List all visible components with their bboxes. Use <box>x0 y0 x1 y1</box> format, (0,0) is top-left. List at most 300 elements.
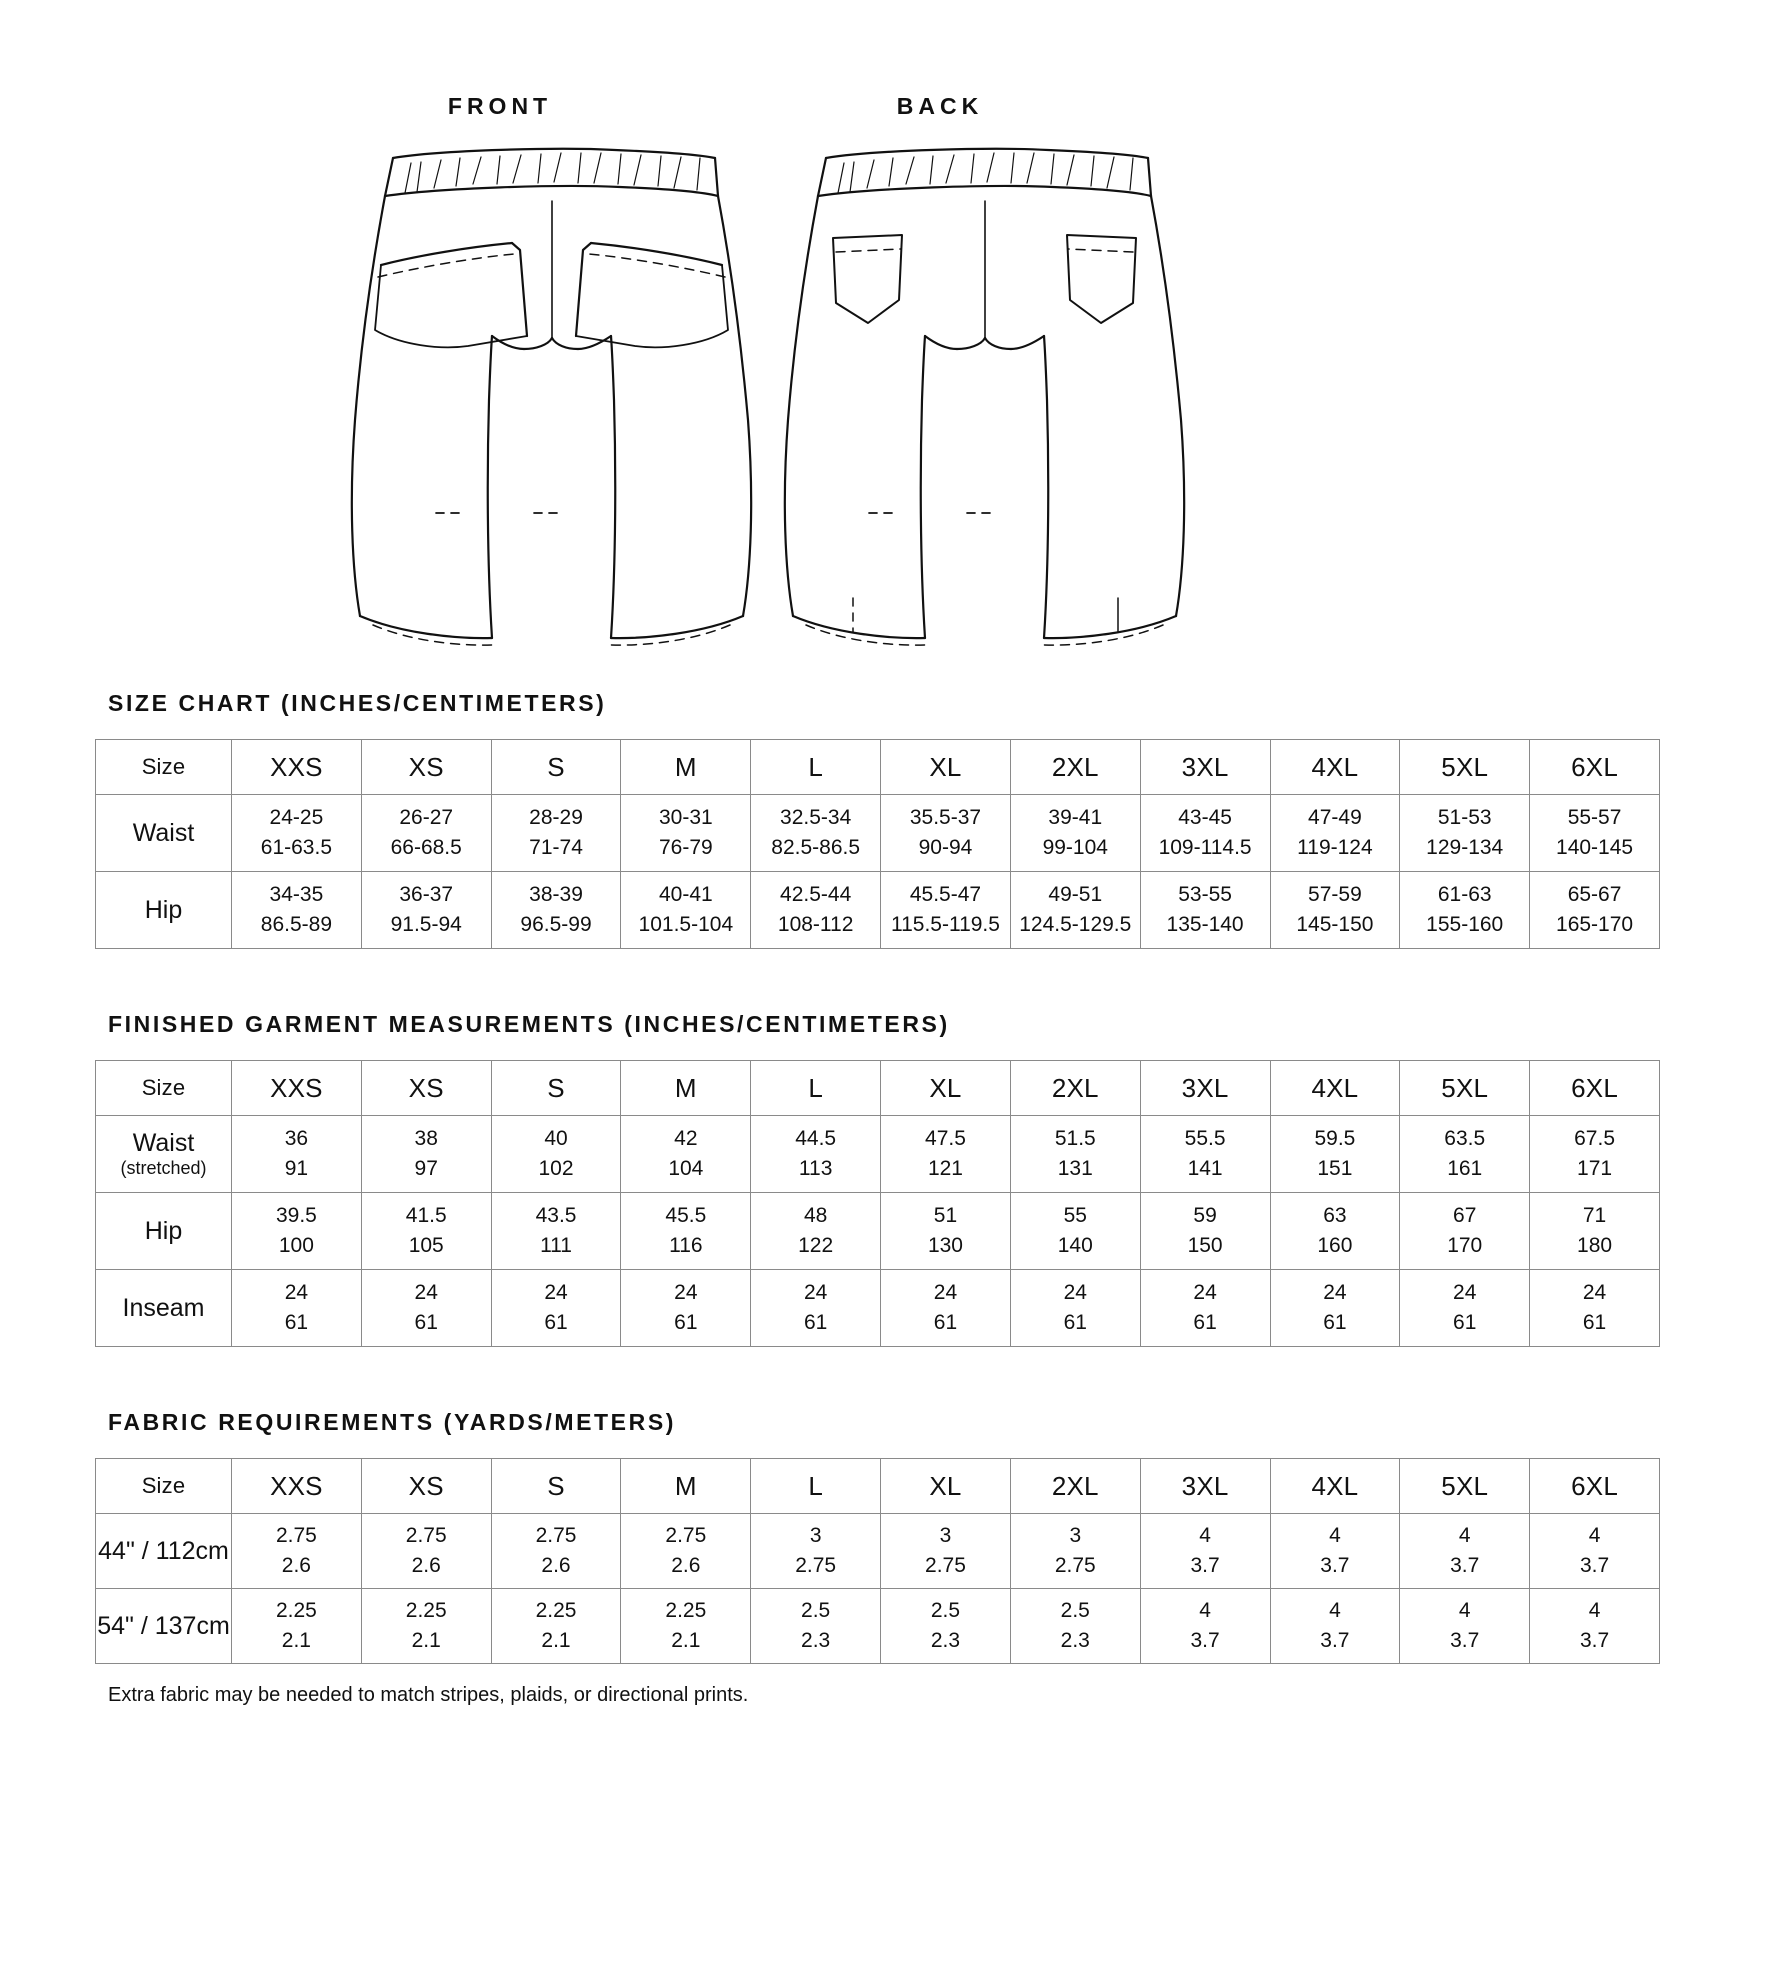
value-cm: 61 <box>284 1311 309 1334</box>
table-cell <box>1010 872 1140 949</box>
table-cell <box>232 1193 362 1270</box>
table-cell <box>881 1514 1011 1589</box>
front-view-label: FRONT <box>447 93 553 119</box>
table-row <box>96 1193 1660 1270</box>
value-cm: 99-104 <box>1042 836 1108 859</box>
value-cm: 160 <box>1317 1234 1353 1257</box>
table-cell <box>1400 1514 1530 1589</box>
value-cm: 111 <box>540 1234 572 1257</box>
value-inches: 42.5-44 <box>780 883 852 907</box>
table-cell <box>751 795 881 872</box>
value-meters: 3.7 <box>1190 1629 1220 1652</box>
table-cell <box>1530 1270 1660 1347</box>
value-inches: 24 <box>1193 1281 1217 1305</box>
table-cell <box>232 1589 362 1664</box>
value-yards: 3 <box>809 1524 822 1548</box>
value-yards: 4 <box>1458 1524 1471 1548</box>
value-cm: 108-112 <box>777 913 854 936</box>
value-meters: 3.7 <box>1579 1629 1610 1652</box>
column-header-xl: XL <box>881 1459 1011 1514</box>
table-cell <box>361 1116 491 1193</box>
value-inches: 24 <box>414 1281 438 1305</box>
value-cm: 121 <box>927 1157 963 1180</box>
value-inches: 35.5-37 <box>909 806 982 830</box>
value-yards: 2.75 <box>535 1524 577 1548</box>
value-inches: 55.5 <box>1184 1127 1226 1151</box>
value-yards: 2.25 <box>665 1599 707 1623</box>
value-cm: 82.5-86.5 <box>771 836 861 859</box>
column-header-3xl: 3XL <box>1140 1061 1270 1116</box>
table-cell <box>491 1116 621 1193</box>
value-inches: 44.5 <box>795 1127 837 1151</box>
table-cell <box>621 1514 751 1589</box>
column-header-m: M <box>621 1459 751 1514</box>
value-cm: 97 <box>414 1157 438 1180</box>
table-cell <box>1270 1270 1400 1347</box>
column-header-3xl: 3XL <box>1140 1459 1270 1514</box>
table-cell <box>491 872 621 949</box>
fabric-requirements-table <box>95 1458 1660 1664</box>
table-cell <box>232 1270 362 1347</box>
value-cm: 150 <box>1187 1234 1223 1257</box>
column-header-xl: XL <box>881 740 1011 795</box>
value-inches: 59.5 <box>1314 1127 1356 1151</box>
column-header-l: L <box>751 1061 881 1116</box>
value-inches: 30-31 <box>658 806 713 830</box>
column-header-xxs: XXS <box>232 1459 362 1514</box>
value-cm: 61 <box>544 1311 568 1334</box>
table-cell <box>1270 1514 1400 1589</box>
table-cell <box>1270 795 1400 872</box>
value-cm: 101.5-104 <box>638 913 734 936</box>
value-meters: 2.75 <box>795 1554 837 1577</box>
value-cm: 165-170 <box>1556 913 1634 936</box>
finished-measurements-title: FINISHED GARMENT MEASUREMENTS (INCHES/CENTIMETERS) <box>108 1011 950 1037</box>
fabric-footnote: Extra fabric may be needed to match stripes, plaids, or directional prints. <box>108 1684 749 1706</box>
table-cell <box>1530 1193 1660 1270</box>
size-chart-table <box>95 739 1660 949</box>
table-cell <box>1400 1270 1530 1347</box>
value-cm: 66-68.5 <box>390 836 462 859</box>
table-row <box>96 795 1660 872</box>
column-header-size: Size <box>96 1061 232 1116</box>
value-inches: 40 <box>544 1127 568 1151</box>
finished-measurements-section <box>0 1011 1782 1347</box>
table-cell <box>881 1193 1011 1270</box>
value-inches: 48 <box>803 1204 828 1228</box>
table-cell <box>232 795 362 872</box>
size-chart-title: SIZE CHART (INCHES/CENTIMETERS) <box>108 690 607 716</box>
value-inches: 63 <box>1323 1204 1347 1228</box>
back-view-label: BACK <box>896 93 984 119</box>
value-yards: 2.5 <box>1060 1599 1090 1623</box>
value-meters: 2.1 <box>671 1629 701 1652</box>
column-header-size: Size <box>96 740 232 795</box>
table-cell <box>1400 872 1530 949</box>
table-cell <box>621 1270 751 1347</box>
value-inches: 55 <box>1063 1204 1087 1228</box>
value-inches: 51 <box>933 1204 958 1228</box>
table-cell <box>491 1193 621 1270</box>
table-cell <box>491 1270 621 1347</box>
column-header-4xl: 4XL <box>1270 740 1400 795</box>
table-cell <box>1010 1193 1140 1270</box>
row-label: Waist <box>96 795 232 872</box>
column-header-4xl: 4XL <box>1270 1061 1400 1116</box>
value-cm: 140-145 <box>1556 836 1634 859</box>
value-inches: 67 <box>1453 1204 1477 1228</box>
value-inches: 42 <box>674 1127 698 1151</box>
spec-tables-sheet <box>0 690 1782 1707</box>
value-meters: 3.7 <box>1450 1629 1480 1652</box>
table-cell <box>361 1270 491 1347</box>
row-label <box>96 1116 232 1193</box>
table-row <box>96 1116 1660 1193</box>
value-meters: 2.1 <box>541 1629 571 1652</box>
column-header-5xl: 5XL <box>1400 1061 1530 1116</box>
value-yards: 4 <box>1199 1524 1211 1548</box>
value-inches: 36-37 <box>399 883 454 907</box>
table-cell <box>621 795 751 872</box>
table-cell <box>881 1589 1011 1664</box>
value-inches: 24 <box>544 1281 568 1305</box>
table-row <box>96 1270 1660 1347</box>
value-yards: 2.5 <box>930 1599 961 1623</box>
value-inches: 38 <box>414 1127 438 1151</box>
value-yards: 4 <box>1458 1599 1471 1623</box>
column-header-xs: XS <box>361 1061 491 1116</box>
value-cm: 61 <box>1063 1311 1087 1334</box>
row-label: 44" / 112cm <box>96 1514 232 1589</box>
value-cm: 105 <box>408 1234 444 1257</box>
value-cm: 129-134 <box>1426 836 1504 859</box>
value-cm: 91.5-94 <box>390 913 462 936</box>
column-header-xs: XS <box>361 1459 491 1514</box>
value-inches: 39.5 <box>275 1204 317 1228</box>
column-header-m: M <box>621 740 751 795</box>
table-cell <box>751 1270 881 1347</box>
table-cell <box>1270 1116 1400 1193</box>
value-inches: 24 <box>1063 1281 1087 1305</box>
value-inches: 55-57 <box>1567 806 1622 830</box>
front-pant-flat-drawing <box>0 0 1782 690</box>
table-cell <box>1010 1589 1140 1664</box>
table-cell <box>881 795 1011 872</box>
value-meters: 2.75 <box>1054 1554 1096 1577</box>
value-meters: 3.7 <box>1320 1629 1350 1652</box>
value-cm: 131 <box>1057 1157 1093 1180</box>
fabric-requirements-title: FABRIC REQUIREMENTS (YARDS/METERS) <box>108 1409 677 1435</box>
value-yards: 4 <box>1588 1599 1601 1623</box>
table-cell <box>621 1116 751 1193</box>
value-inches: 67.5 <box>1574 1127 1615 1151</box>
value-cm: 61 <box>414 1311 438 1334</box>
value-inches: 40-41 <box>658 883 713 907</box>
table-header-row <box>96 1061 1660 1116</box>
value-inches: 53-55 <box>1178 883 1232 907</box>
value-yards: 2.25 <box>535 1599 577 1623</box>
value-inches: 61-63 <box>1437 883 1492 907</box>
value-cm: 61 <box>674 1311 698 1334</box>
column-header-s: S <box>491 1061 621 1116</box>
value-meters: 2.3 <box>1060 1629 1090 1652</box>
value-meters: 2.3 <box>801 1629 831 1652</box>
column-header-xl: XL <box>881 1061 1011 1116</box>
value-inches: 47-49 <box>1308 806 1362 830</box>
value-inches: 24 <box>674 1281 698 1305</box>
table-cell <box>1270 1193 1400 1270</box>
value-inches: 24 <box>803 1281 828 1305</box>
value-yards: 4 <box>1329 1524 1341 1548</box>
row-label: Hip <box>96 1193 232 1270</box>
value-inches: 63.5 <box>1444 1127 1486 1151</box>
value-cm: 90-94 <box>918 836 973 859</box>
value-meters: 2.6 <box>541 1554 571 1577</box>
table-cell <box>1270 872 1400 949</box>
column-header-5xl: 5XL <box>1400 1459 1530 1514</box>
table-cell <box>751 1116 881 1193</box>
column-header-2xl: 2XL <box>1010 740 1140 795</box>
value-inches: 47.5 <box>925 1127 966 1151</box>
table-cell <box>361 1589 491 1664</box>
value-cm: 109-114.5 <box>1158 836 1252 859</box>
row-label: Hip <box>96 872 232 949</box>
value-inches: 51.5 <box>1054 1127 1096 1151</box>
table-header-row <box>96 740 1660 795</box>
table-cell <box>881 1116 1011 1193</box>
table-cell <box>881 872 1011 949</box>
value-meters: 2.6 <box>411 1554 441 1577</box>
value-yards: 2.75 <box>405 1524 447 1548</box>
value-cm: 180 <box>1577 1234 1613 1257</box>
table-cell <box>1530 1116 1660 1193</box>
table-cell <box>1530 1589 1660 1664</box>
value-yards: 2.75 <box>665 1524 707 1548</box>
value-inches: 39-41 <box>1048 806 1103 830</box>
table-cell <box>361 795 491 872</box>
table-cell <box>621 1193 751 1270</box>
table-row <box>96 872 1660 949</box>
table-cell <box>751 1589 881 1664</box>
table-row <box>96 1589 1660 1664</box>
value-meters: 2.3 <box>930 1629 961 1652</box>
column-header-3xl: 3XL <box>1140 740 1270 795</box>
value-cm: 116 <box>669 1234 703 1257</box>
table-cell <box>1140 1589 1270 1664</box>
table-cell <box>1010 1270 1140 1347</box>
row-label-sub: (stretched) <box>120 1157 207 1178</box>
table-cell <box>1530 1514 1660 1589</box>
value-yards: 4 <box>1199 1599 1211 1623</box>
value-inches: 57-59 <box>1308 883 1362 907</box>
value-cm: 61 <box>1453 1311 1477 1334</box>
value-cm: 141 <box>1187 1157 1223 1180</box>
table-cell <box>1400 795 1530 872</box>
value-cm: 140 <box>1057 1234 1093 1257</box>
table-cell <box>1140 795 1270 872</box>
value-inches: 45.5 <box>665 1204 707 1228</box>
column-header-s: S <box>491 1459 621 1514</box>
value-cm: 100 <box>278 1234 314 1257</box>
column-header-l: L <box>751 1459 881 1514</box>
value-meters: 2.1 <box>411 1629 441 1652</box>
value-meters: 3.7 <box>1190 1554 1220 1577</box>
value-meters: 2.75 <box>925 1554 966 1577</box>
table-row <box>96 1514 1660 1589</box>
value-meters: 2.1 <box>281 1629 311 1652</box>
size-chart-section <box>0 690 1782 949</box>
value-meters: 3.7 <box>1579 1554 1610 1577</box>
table-cell <box>1140 1116 1270 1193</box>
value-yards: 2.5 <box>801 1599 831 1623</box>
value-inches: 24 <box>933 1281 958 1305</box>
value-cm: 171 <box>1577 1157 1613 1180</box>
value-cm: 61 <box>933 1311 958 1334</box>
value-cm: 115.5-119.5 <box>890 913 1000 936</box>
value-meters: 3.7 <box>1320 1554 1350 1577</box>
row-label: 54" / 137cm <box>96 1589 232 1664</box>
table-cell <box>1530 795 1660 872</box>
value-inches: 24 <box>1323 1281 1347 1305</box>
value-cm: 119-124 <box>1297 836 1373 859</box>
value-inches: 24 <box>1582 1281 1607 1305</box>
column-header-s: S <box>491 740 621 795</box>
value-inches: 38-39 <box>529 883 583 907</box>
value-yards: 3 <box>1069 1524 1082 1548</box>
fabric-requirements-section <box>0 1409 1782 1707</box>
value-yards: 4 <box>1588 1524 1601 1548</box>
table-cell <box>1270 1589 1400 1664</box>
value-cm: 61-63.5 <box>260 836 333 859</box>
value-inches: 41.5 <box>405 1204 447 1228</box>
value-yards: 3 <box>939 1524 952 1548</box>
table-cell <box>751 1514 881 1589</box>
value-yards: 4 <box>1329 1599 1341 1623</box>
column-header-4xl: 4XL <box>1270 1459 1400 1514</box>
column-header-size: Size <box>96 1459 232 1514</box>
value-cm: 135-140 <box>1166 913 1244 936</box>
table-cell <box>232 1514 362 1589</box>
column-header-xxs: XXS <box>232 740 362 795</box>
column-header-xs: XS <box>361 740 491 795</box>
value-cm: 122 <box>798 1234 834 1257</box>
value-meters: 2.6 <box>671 1554 701 1577</box>
technical-flats-illustration <box>0 0 1782 690</box>
value-inches: 24 <box>1453 1281 1477 1305</box>
value-inches: 24 <box>284 1281 309 1305</box>
value-cm: 61 <box>1323 1311 1347 1334</box>
value-cm: 161 <box>1447 1157 1483 1180</box>
table-cell <box>361 1193 491 1270</box>
value-inches: 51-53 <box>1437 806 1492 830</box>
table-cell <box>361 1514 491 1589</box>
table-cell <box>1010 795 1140 872</box>
table-cell <box>751 872 881 949</box>
value-cm: 96.5-99 <box>520 913 592 936</box>
value-cm: 61 <box>1582 1311 1607 1334</box>
column-header-2xl: 2XL <box>1010 1061 1140 1116</box>
value-cm: 145-150 <box>1296 913 1374 936</box>
row-label-main: Waist <box>132 1128 195 1157</box>
value-inches: 59 <box>1193 1204 1217 1228</box>
column-header-6xl: 6XL <box>1530 740 1660 795</box>
table-cell <box>361 872 491 949</box>
table-cell <box>491 1514 621 1589</box>
table-cell <box>1010 1116 1140 1193</box>
value-inches: 32.5-34 <box>780 806 852 830</box>
value-cm: 102 <box>538 1157 574 1180</box>
value-inches: 49-51 <box>1048 883 1103 907</box>
value-inches: 36 <box>284 1127 309 1151</box>
table-cell <box>491 1589 621 1664</box>
value-inches: 26-27 <box>399 806 454 830</box>
value-inches: 34-35 <box>269 883 324 907</box>
table-cell <box>1140 872 1270 949</box>
value-cm: 155-160 <box>1426 913 1504 936</box>
column-header-l: L <box>751 740 881 795</box>
value-inches: 24-25 <box>269 806 324 830</box>
value-cm: 124.5-129.5 <box>1019 913 1132 936</box>
table-cell <box>232 872 362 949</box>
column-header-6xl: 6XL <box>1530 1459 1660 1514</box>
table-cell <box>1400 1193 1530 1270</box>
table-cell <box>1140 1514 1270 1589</box>
column-header-xxs: XXS <box>232 1061 362 1116</box>
value-meters: 3.7 <box>1450 1554 1480 1577</box>
table-cell <box>881 1270 1011 1347</box>
value-cm: 151 <box>1317 1157 1353 1180</box>
value-cm: 91 <box>284 1157 309 1180</box>
table-cell <box>1010 1514 1140 1589</box>
value-yards: 2.25 <box>275 1599 317 1623</box>
column-header-2xl: 2XL <box>1010 1459 1140 1514</box>
value-inches: 71 <box>1582 1204 1607 1228</box>
table-cell <box>232 1116 362 1193</box>
table-header-row <box>96 1459 1660 1514</box>
value-cm: 104 <box>668 1157 704 1180</box>
row-label: Inseam <box>96 1270 232 1347</box>
table-cell <box>491 795 621 872</box>
table-cell <box>751 1193 881 1270</box>
value-cm: 61 <box>803 1311 828 1334</box>
table-cell <box>1400 1116 1530 1193</box>
column-header-5xl: 5XL <box>1400 740 1530 795</box>
table-cell <box>1530 872 1660 949</box>
value-cm: 113 <box>798 1157 833 1180</box>
value-cm: 170 <box>1447 1234 1483 1257</box>
value-inches: 43-45 <box>1178 806 1232 830</box>
value-inches: 43.5 <box>535 1204 577 1228</box>
column-header-6xl: 6XL <box>1530 1061 1660 1116</box>
table-cell <box>1400 1589 1530 1664</box>
value-cm: 86.5-89 <box>260 913 333 936</box>
value-inches: 65-67 <box>1567 883 1622 907</box>
value-cm: 76-79 <box>658 836 713 859</box>
table-cell <box>1140 1270 1270 1347</box>
value-yards: 2.25 <box>405 1599 447 1623</box>
value-cm: 61 <box>1193 1311 1217 1334</box>
value-yards: 2.75 <box>275 1524 317 1548</box>
column-header-m: M <box>621 1061 751 1116</box>
value-cm: 71-74 <box>529 836 583 859</box>
table-cell <box>621 872 751 949</box>
finished-measurements-table <box>95 1060 1660 1347</box>
value-inches: 45.5-47 <box>909 883 982 907</box>
table-cell <box>621 1589 751 1664</box>
value-meters: 2.6 <box>281 1554 311 1577</box>
value-inches: 28-29 <box>529 806 583 830</box>
value-cm: 130 <box>927 1234 963 1257</box>
